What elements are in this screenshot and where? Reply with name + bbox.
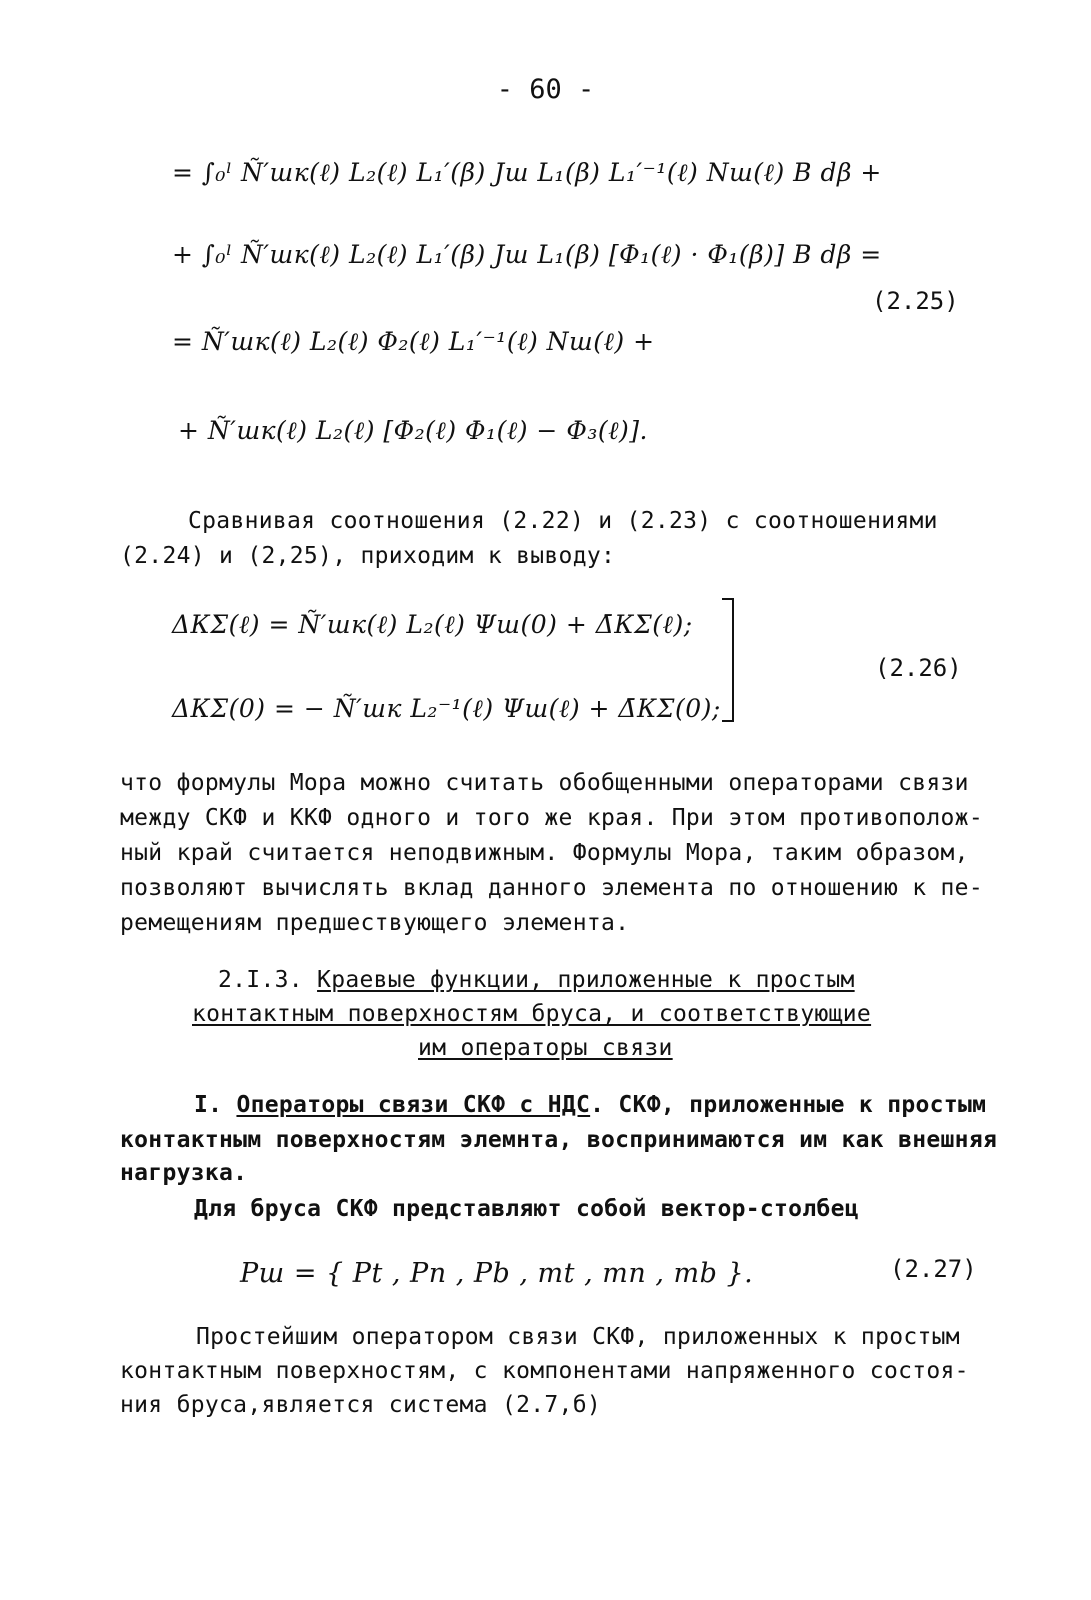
section-title-part-2: контактным поверхностям бруса, и соответствующие [192, 1001, 872, 1027]
paragraph-1-line-1: Сравнивая соотношения (2.22) и (2.23) с соотношениями [188, 508, 938, 534]
paragraph-4-line-2: контактным поверхностям, с компонентами напряженного состоя- [120, 1358, 969, 1384]
paragraph-2-line-2: между СКФ и ККФ одного и того же края. При этом противополож- [120, 805, 983, 831]
paragraph-2-line-4: позволяют вычислять вклад данного элемента по отношению к пе- [120, 875, 983, 901]
item-1-line-2: контактным поверхностям элемнта, воспринимаются им как внешняя [120, 1127, 998, 1153]
section-heading-line-1 [218, 967, 855, 993]
section-number: 2.I.3. [218, 967, 303, 993]
equation-2-27: Pш = { Pt , Pn , Pb , mt , mn , mb }. [240, 1258, 754, 1289]
equation-number-2-25: (2.25) [872, 287, 959, 315]
page-number: - 60 - [496, 74, 595, 105]
item-1-line-1-text: . СКФ, приложенные к простым [590, 1092, 987, 1118]
equation-2-26-line-2: ΔКΣ(0) = − Ñ′шк L₂⁻¹(ℓ) Ψш(ℓ) + Δ̄КΣ(0); [172, 694, 721, 723]
equation-2-25-line-1: = ∫₀ˡ Ñ′шк(ℓ) L₂(ℓ) L₁′(β) Jш L₁(β) L₁′⁻¹(ℓ) Nш(ℓ) B dβ + [172, 158, 882, 187]
paragraph-2-line-5: ремещениям предшествующего элемента. [120, 910, 630, 936]
paragraph-3: Для бруса СКФ представляют собой вектор-столбец [194, 1196, 859, 1222]
section-title-part-3: им операторы связи [418, 1035, 673, 1061]
paragraph-2-line-1: что формулы Мора можно считать обобщенными операторами связи [120, 770, 969, 796]
item-1-line-3: нагрузка. [120, 1160, 248, 1186]
item-1-number: I. [194, 1092, 223, 1118]
equation-2-25-line-4: + Ñ′шк(ℓ) L₂(ℓ) [Φ₂(ℓ) Φ₁(ℓ) − Φ₃(ℓ)]. [178, 416, 648, 445]
paragraph-2-line-3: ный край считается неподвижным. Формулы Мора, таким образом, [120, 840, 969, 866]
paragraph-1-line-2: (2.24) и (2,25), приходим к выводу: [120, 543, 616, 569]
section-title-part-1: Краевые функции, приложенные к простым [317, 967, 855, 993]
item-1-line-1 [194, 1092, 986, 1118]
equation-2-25-line-2: + ∫₀ˡ Ñ′шк(ℓ) L₂(ℓ) L₁′(β) Jш L₁(β) [Φ₁(ℓ) · Φ₁(β)] B dβ = [172, 240, 882, 269]
equation-2-25-line-3: = Ñ′шк(ℓ) L₂(ℓ) Φ₂(ℓ) L₁′⁻¹(ℓ) Nш(ℓ) + [172, 327, 655, 356]
paragraph-4-line-1: Простейшим оператором связи СКФ, приложенных к простым [196, 1324, 960, 1350]
right-brace [722, 598, 734, 722]
paragraph-4-line-3: ния бруса,является система (2.7,б) [120, 1392, 602, 1418]
equation-2-26-line-1: ΔКΣ(ℓ) = Ñ′шк(ℓ) L₂(ℓ) Ψш(0) + Δ̄КΣ(ℓ); [172, 610, 693, 639]
item-1-heading: Операторы связи СКФ с НДС [236, 1092, 591, 1118]
equation-number-2-26: (2.26) [875, 654, 962, 682]
equation-number-2-27: (2.27) [890, 1255, 977, 1283]
